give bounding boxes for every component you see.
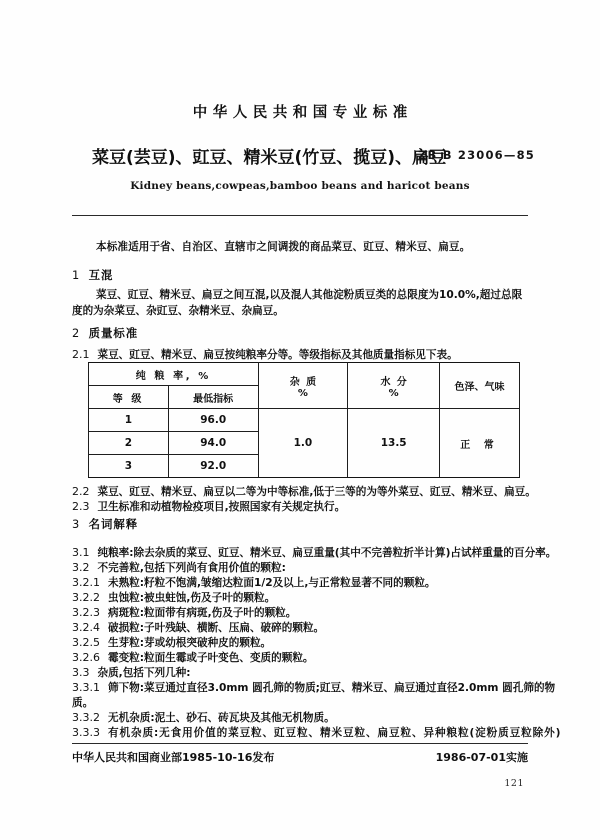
clause-text: 杂质,包括下列几种: — [97, 667, 191, 679]
clause-3-3-1 — [72, 680, 555, 696]
clause-text: 菜豆、豇豆、精米豆、扁豆以二等为中等标准,低于三等的为等外菜豆、豇豆、精米豆、扁豆。 — [97, 486, 536, 498]
clause-3-2-4 — [72, 620, 324, 636]
quality-index-table — [88, 362, 520, 478]
section-number-3: 3 — [72, 517, 80, 531]
header-divider — [72, 215, 528, 216]
header-moisture — [348, 363, 440, 409]
section-number-1: 1 — [72, 268, 80, 282]
section-heading-2 — [72, 325, 138, 341]
clause-number: 3.2.3 — [72, 606, 100, 619]
clause-number: 3.3.2 — [72, 711, 100, 724]
clause-number: 3.2.5 — [72, 636, 100, 649]
clause-number: 3.2.4 — [72, 621, 100, 634]
clause-number: 3.3 — [72, 666, 90, 679]
clause-text: 纯粮率:除去杂质的菜豆、豇豆、精米豆、扁豆重量(其中不完善粒折半计算)占试样重量的百分率。 — [97, 547, 557, 559]
clause-2-2 — [72, 484, 536, 500]
footer-issuer: 中华人民共和国商业部1985-10-16发布 — [72, 751, 275, 764]
cell-impurity-value: 1.0 — [258, 409, 348, 478]
header-purity-group — [89, 363, 259, 386]
clause-number: 3.2 — [72, 561, 90, 574]
clause-2-1 — [72, 347, 458, 363]
title-row — [0, 143, 600, 169]
english-title: Kidney beans,cowpeas,bamboo beans and haricot beans — [130, 180, 470, 192]
clause-number: 2.3 — [72, 500, 90, 513]
header-impurity — [258, 363, 348, 409]
clause-text: 筛下物:菜豆通过直径3.0mm 圆孔筛的物质;豇豆、精米豆、扁豆通过直径2.0mm 圆孔筛的物 — [108, 682, 556, 694]
cell-min-index-1: 96.0 — [168, 409, 258, 432]
cell-color-odor-value — [440, 409, 520, 478]
section-title-2: 质量标准 — [88, 326, 139, 340]
cell-grade-3: 3 — [89, 455, 169, 478]
clause-text: 破损粒:子叶残缺、横断、压扁、破碎的颗粒。 — [108, 622, 325, 634]
clause-text: 卫生标准和动植物检疫项目,按照国家有关规定执行。 — [97, 501, 346, 513]
cell-grade-2: 2 — [89, 432, 169, 455]
clause-number: 3.2.2 — [72, 591, 100, 604]
clause-number: 2.1 — [72, 348, 90, 361]
clause-2-3 — [72, 499, 345, 515]
clause-text: 病斑粒:粒面带有病斑,伤及子叶的颗粒。 — [108, 607, 297, 619]
clause-text: 菜豆、豇豆、精米豆、扁豆按纯粮率分等。等级指标及其他质量指标见下表。 — [97, 349, 458, 361]
clause-number: 2.2 — [72, 485, 90, 498]
header-impurity-unit: % — [297, 387, 308, 399]
scope-paragraph: 本标准适用于省、自治区、直辖市之间调拨的商品菜豆、豇豆、精米豆、扁豆。 — [96, 241, 471, 253]
clause-3-3-1-continuation: 质。 — [72, 697, 94, 709]
header-grade-label: 等 级 — [112, 393, 145, 405]
clause-3-2-3 — [72, 605, 296, 621]
cell-color-odor-text: 正 常 — [460, 439, 499, 451]
clause-3-3-3 — [72, 725, 561, 741]
clause-3-2-1 — [72, 575, 436, 591]
section-number-2: 2 — [72, 326, 80, 340]
clause-3-3 — [72, 665, 191, 681]
clause-number: 3.2.6 — [72, 651, 100, 664]
page-number: 121 — [504, 778, 524, 789]
clause-3-2-6 — [72, 650, 314, 666]
header-moisture-unit: % — [388, 387, 399, 399]
clause-text: 有机杂质:无食用价值的菜豆粒、豇豆粒、精米豆粒、扁豆粒、异种粮粒(淀粉质豆粒除外) — [108, 727, 562, 739]
clause-3-2 — [72, 560, 286, 576]
clause-3-1 — [72, 545, 556, 561]
standard-number: ZB B 23006—85 — [418, 148, 535, 162]
clause-3-2-2 — [72, 590, 275, 606]
table-row — [89, 409, 520, 432]
header-color-odor: 色泽、气味 — [440, 363, 520, 409]
header-purity-group-label: 纯 粮 率, % — [135, 370, 211, 382]
clause-3-3-2 — [72, 710, 335, 726]
clause-number: 3.1 — [72, 546, 90, 559]
clause-text: 未熟粒:籽粒不饱满,皱缩达粒面1/2及以上,与正常粒显著不同的颗粒。 — [108, 577, 436, 589]
national-standard-header: 中华人民共和国专业标准 — [192, 105, 413, 121]
footer-effective-date: 1986-07-01实施 — [435, 751, 528, 764]
footer-divider — [72, 743, 528, 744]
clause-3-2-5 — [72, 635, 271, 651]
page-title: 菜豆(芸豆)、豇豆、精米豆(竹豆、揽豆)、扁豆 — [92, 148, 447, 168]
clause-text: 不完善粒,包括下列尚有食用价值的颗粒: — [97, 562, 286, 574]
header-grade — [89, 386, 169, 409]
header-impurity-label: 杂 质 — [289, 376, 318, 388]
clause-number: 3.3.3 — [72, 726, 100, 739]
section-1-body: 菜豆、豇豆、精米豆、扁豆之间互混,以及混人其他淀粉质豆类的总限度为10.0%,超过总限度的为杂菜豆、杂豇豆、杂精米豆、杂扁豆。 — [72, 289, 523, 317]
cell-grade-1: 1 — [89, 409, 169, 432]
section-heading-1 — [72, 267, 113, 283]
header-min-index: 最低指标 — [168, 386, 258, 409]
cell-min-index-2: 94.0 — [168, 432, 258, 455]
section-title-3: 名词解释 — [88, 517, 139, 531]
cell-min-index-3: 92.0 — [168, 455, 258, 478]
clause-text: 霉变粒:粒面生霉或子叶变色、变质的颗粒。 — [108, 652, 314, 664]
cell-moisture-value: 13.5 — [348, 409, 440, 478]
clause-number: 3.2.1 — [72, 576, 100, 589]
clause-text: 生芽粒:芽或幼根突破种皮的颗粒。 — [108, 637, 272, 649]
clause-number: 3.3.1 — [72, 681, 100, 694]
clause-text: 无机杂质:泥土、砂石、砖瓦块及其他无机物质。 — [108, 712, 335, 724]
section-title-1: 互混 — [88, 268, 114, 282]
header-moisture-label: 水 分 — [380, 376, 409, 388]
clause-text: 虫蚀粒:被虫蛀蚀,伤及子叶的颗粒。 — [108, 592, 276, 604]
section-heading-3 — [72, 516, 138, 532]
table-header-row-1 — [89, 363, 520, 386]
